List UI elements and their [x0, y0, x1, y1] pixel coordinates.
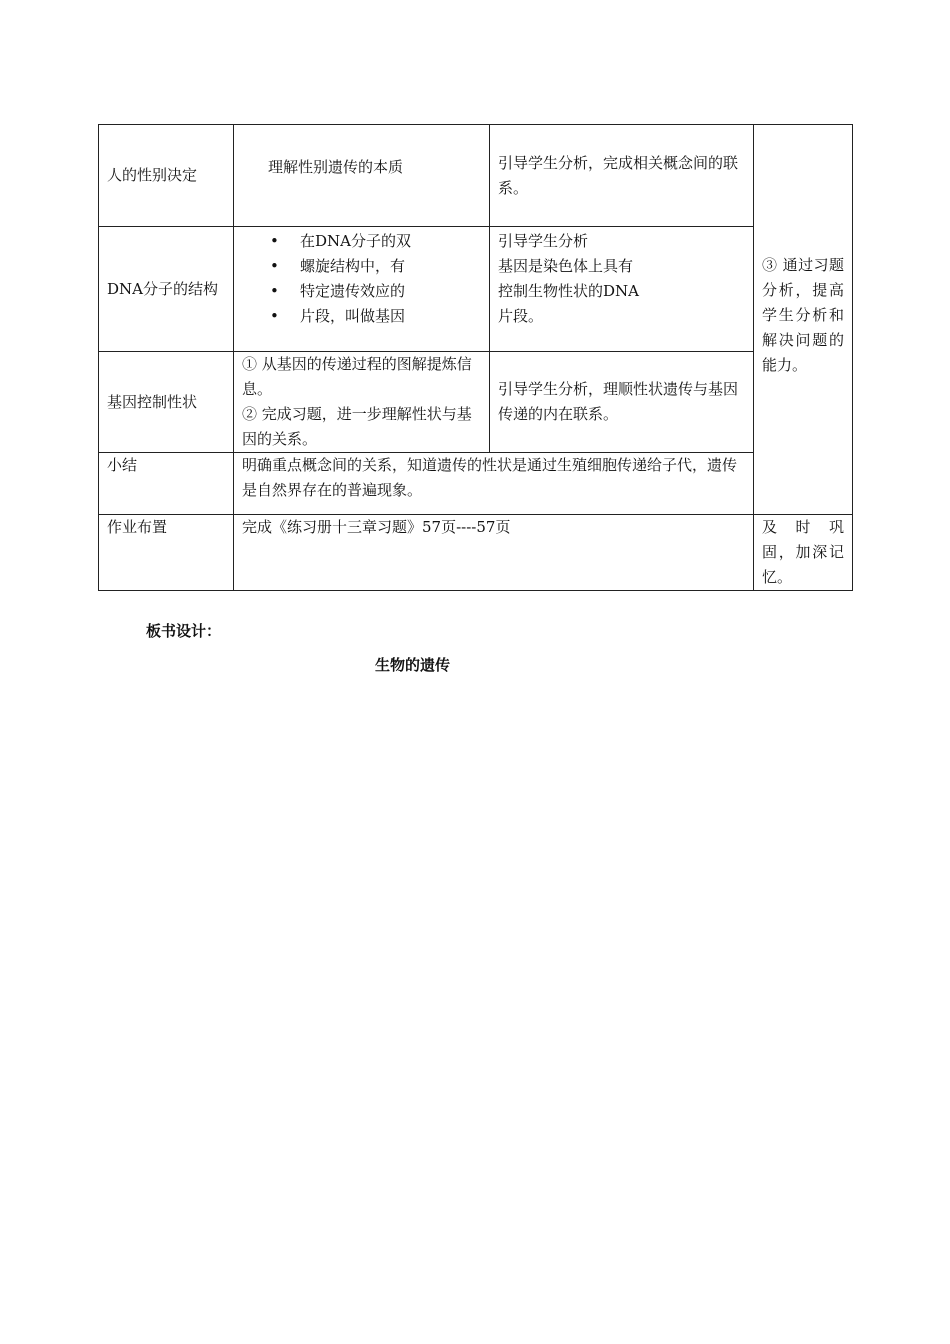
method-sex-determination: 引导学生分析，完成相关概念间的联系。 [490, 125, 754, 227]
table-row [99, 125, 853, 227]
board-design-label: 板书设计： [146, 622, 222, 640]
homework-text: 完成《练习册十三章习题》57页----57页 [234, 515, 754, 591]
text-line: 基因是染色体上具有 [498, 257, 634, 275]
homework-purpose: 及 时 巩 固，加深记忆。 [754, 515, 853, 591]
method-dna-structure [490, 227, 754, 352]
list-item: • 特定遗传效应的 [270, 279, 481, 304]
goal-dna-structure [234, 227, 490, 352]
board-title: 生物的遗传 [375, 656, 451, 674]
row-title-summary: 小结 [99, 453, 234, 515]
row-title-sex-determination: 人的性别决定 [99, 125, 234, 227]
text-line: 片段。 [498, 307, 544, 325]
list-item: • 在DNA分子的双 [270, 229, 481, 254]
list-item: • 片段，叫做基因 [270, 304, 481, 329]
bullet-list [242, 229, 481, 329]
row-title-gene-control: 基因控制性状 [99, 352, 234, 453]
goal-sex-determination: 理解性别遗传的本质 [234, 125, 490, 227]
row-title-dna-structure: DNA分子的结构 [99, 227, 234, 352]
table-row [99, 453, 853, 515]
text-line: ② 完成习题，进一步理解性状与基因的关系。 [242, 405, 472, 448]
row-title-homework: 作业布置 [99, 515, 234, 591]
list-item: • 螺旋结构中，有 [270, 254, 481, 279]
table-row [99, 227, 853, 352]
table-row [99, 515, 853, 591]
table-row [99, 352, 853, 453]
goal-gene-control [234, 352, 490, 453]
merged-purpose-cell: ③ 通过习题分析，提高学生分析和解决问题的能力。 [754, 125, 853, 515]
summary-text: 明确重点概念间的关系，知道遗传的性状是通过生殖细胞传递给子代，遗传是自然界存在的普遍现象。 [234, 453, 754, 515]
lesson-plan-table [98, 124, 853, 591]
method-gene-control: 引导学生分析，理顺性状遗传与基因传递的内在联系。 [490, 352, 754, 453]
text-line: ① 从基因的传递过程的图解提炼信息。 [242, 355, 472, 398]
text-line: 控制生物性状的DNA [498, 282, 639, 300]
text-line: 引导学生分析 [498, 232, 589, 250]
